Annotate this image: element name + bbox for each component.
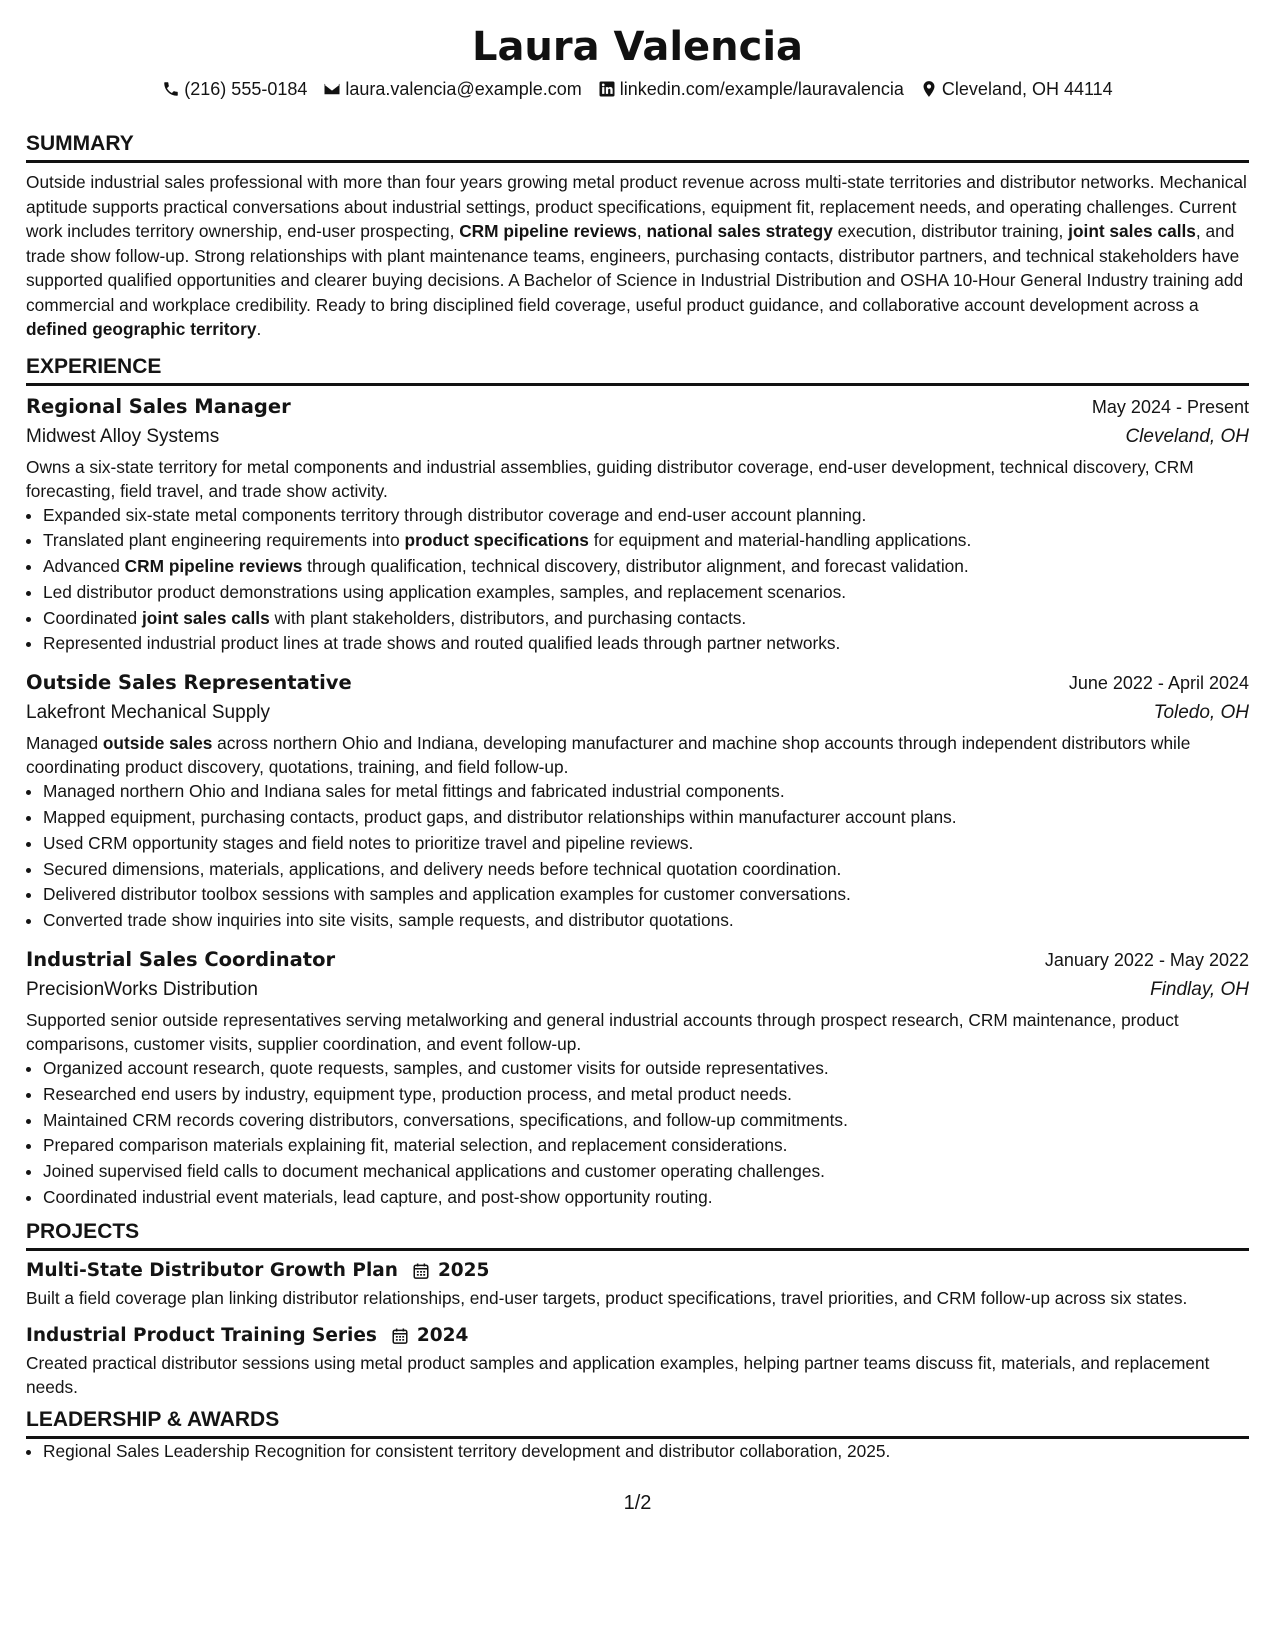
- contact-linkedin[interactable]: [598, 79, 904, 100]
- summary-section: [26, 131, 1249, 342]
- bullet-item: • Researched end users by industry, equipment type, production process, and metal product needs.: [43, 1082, 1249, 1108]
- location-text: Cleveland, OH 44114: [941, 78, 1113, 99]
- job-company: Midwest Alloy Systems: [26, 425, 220, 447]
- bullet-item: • Used CRM opportunity stages and field notes to prioritize travel and pipeline reviews.: [43, 831, 1249, 857]
- job-title: Industrial Sales Coordinator: [26, 948, 336, 972]
- contact-bar: [26, 77, 1249, 101]
- job-bullets: [26, 779, 1249, 934]
- linkedin-text: linkedin.com/example/lauravalencia: [619, 78, 904, 99]
- experience-section: [26, 354, 1249, 1211]
- bullet-item: • Prepared comparison materials explaining fit, material selection, and replacement considerations.: [43, 1133, 1249, 1159]
- section-title-leadership: LEADERSHIP & AWARDS: [26, 1407, 1249, 1439]
- bullet-item: • Coordinated joint sales calls with plant stakeholders, distributors, and purchasing contacts.: [43, 606, 1249, 632]
- bullet-item: • Secured dimensions, materials, applications, and delivery needs before technical quotation coordination.: [43, 857, 1249, 883]
- bullet-item: • Led distributor product demonstrations using application examples, samples, and replacement scenarios.: [43, 580, 1249, 606]
- job-description: Owns a six-state territory for metal components and industrial assemblies, guiding distributor coverage, end-user development, technical discovery, CRM forecasting, field travel, and trade show activity.: [26, 456, 1194, 501]
- email-text: laura.valencia@example.com: [345, 78, 582, 99]
- projects-section: [26, 1219, 1249, 1400]
- bullet-item: • Maintained CRM records covering distributors, conversations, specifications, and follow-up commitments.: [43, 1108, 1249, 1134]
- job-dates: May 2024 - Present: [1091, 396, 1249, 417]
- envelope-icon: [323, 80, 341, 98]
- job-bullets: [26, 503, 1249, 658]
- job-bullets: [26, 1056, 1249, 1211]
- contact-phone[interactable]: [162, 79, 307, 100]
- job-company: PrecisionWorks Distribution: [26, 979, 258, 1001]
- job-description: Managed outside sales across northern Ohio and Indiana, developing manufacturer and machine shop accounts through independent distributors while coordinating product discovery, quotations, training, and field follow-up.: [26, 733, 1191, 778]
- project-description: Built a field coverage plan linking distributor relationships, end-user targets, product specifications, travel priorities, and CRM follow-up across six states.: [26, 1287, 1188, 1308]
- contact-location: [920, 79, 1113, 100]
- contact-email[interactable]: [323, 79, 581, 100]
- phone-icon: [162, 80, 180, 98]
- bullet-item: • Represented industrial product lines at trade shows and routed qualified leads through partner networks.: [43, 631, 1249, 657]
- bullet-item: • Organized account research, quote requests, samples, and customer visits for outside representatives.: [43, 1056, 1249, 1082]
- project-year: 2025: [437, 1259, 490, 1281]
- bullet-item: • Converted trade show inquiries into site visits, sample requests, and distributor quotations.: [43, 908, 1249, 934]
- calendar-icon: [391, 1327, 409, 1345]
- job-location: Cleveland, OH: [1125, 425, 1249, 447]
- section-title-projects: PROJECTS: [26, 1219, 1249, 1251]
- leadership-bullets: [26, 1439, 1249, 1465]
- job-location: Findlay, OH: [1150, 979, 1249, 1001]
- bullet-item: • Coordinated industrial event materials, lead capture, and post-show opportunity routing.: [43, 1185, 1249, 1211]
- bullet-item: • Advanced CRM pipeline reviews through qualification, technical discovery, distributor alignment, and forecast validation.: [43, 554, 1249, 580]
- job-dates: January 2022 - May 2022: [1044, 950, 1249, 971]
- bullet-item: • Managed northern Ohio and Indiana sales for metal fittings and fabricated industrial components.: [43, 779, 1249, 805]
- section-title-experience: EXPERIENCE: [26, 354, 1249, 386]
- bullet-item: • Delivered distributor toolbox sessions with samples and application examples for customer conversations.: [43, 882, 1249, 908]
- bullet-item: • Translated plant engineering requirements into product specifications for equipment and material-handling applications.: [43, 528, 1249, 554]
- job-title: Regional Sales Manager: [26, 394, 291, 418]
- project-title: Industrial Product Training Series: [26, 1325, 377, 1347]
- job-description: Supported senior outside representatives serving metalworking and general industrial accounts through prospect research, CRM maintenance, product comparisons, customer visits, supplier coordination, and event follow-up.: [26, 1010, 1179, 1055]
- leadership-section: [26, 1407, 1249, 1465]
- project-description: Created practical distributor sessions using metal product samples and application examples, helping partner teams discuss fit, materials, and replacement needs.: [26, 1353, 1210, 1397]
- phone-text: (216) 555-0184: [184, 78, 308, 99]
- job-dates: June 2022 - April 2024: [1068, 673, 1249, 694]
- project-entry: [26, 1322, 1249, 1399]
- summary-text: Outside industrial sales professional with more than four years growing metal product revenue across multi-state territories and distributor networks. Mechanical aptitude supports practical conversations about industrial settings, product specifications, equipment fit, replacement needs, and operating challenges. Current work includes territory ownership, end-user prospecting, CRM pipeline reviews, national sales strategy execution, distributor training, joint sales calls, and trade show follow-up. Strong relationships with plant maintenance teams, engineers, purchasing contacts, distributor partners, and technical stakeholders have supported qualified opportunities and clearer buying decisions. A Bachelor of Science in Industrial Distribution and OSHA 10-Hour General Industry training add commercial and workplace credibility. Ready to bring disciplined field coverage, useful product guidance, and collaborative account development across a defined geographic territory.: [26, 172, 1247, 339]
- calendar-icon: [412, 1262, 430, 1280]
- candidate-name: Laura Valencia: [471, 24, 804, 70]
- job-entry: [26, 668, 1249, 934]
- job-company: Lakefront Mechanical Supply: [26, 702, 270, 724]
- section-title-summary: SUMMARY: [26, 131, 1249, 163]
- page-number: 1/2: [623, 1492, 652, 1514]
- project-year: 2024: [416, 1325, 469, 1347]
- bullet-item: • Joined supervised field calls to document mechanical applications and customer operating challenges.: [43, 1159, 1249, 1185]
- job-title: Outside Sales Representative: [26, 671, 352, 695]
- project-entry: [26, 1257, 1249, 1311]
- job-location: Toledo, OH: [1153, 702, 1249, 724]
- resume-page: [26, 22, 1249, 1465]
- bullet-item: • Regional Sales Leadership Recognition for consistent territory development and distributor collaboration, 2025.: [43, 1439, 1249, 1465]
- map-pin-icon: [920, 80, 938, 98]
- linkedin-icon: [598, 80, 616, 98]
- bullet-item: • Mapped equipment, purchasing contacts, product gaps, and distributor relationships within manufacturer account plans.: [43, 805, 1249, 831]
- job-entry: [26, 392, 1249, 658]
- job-entry: [26, 945, 1249, 1211]
- bullet-item: • Expanded six-state metal components territory through distributor coverage and end-user account planning.: [43, 503, 1249, 529]
- project-title: Multi-State Distributor Growth Plan: [26, 1259, 398, 1281]
